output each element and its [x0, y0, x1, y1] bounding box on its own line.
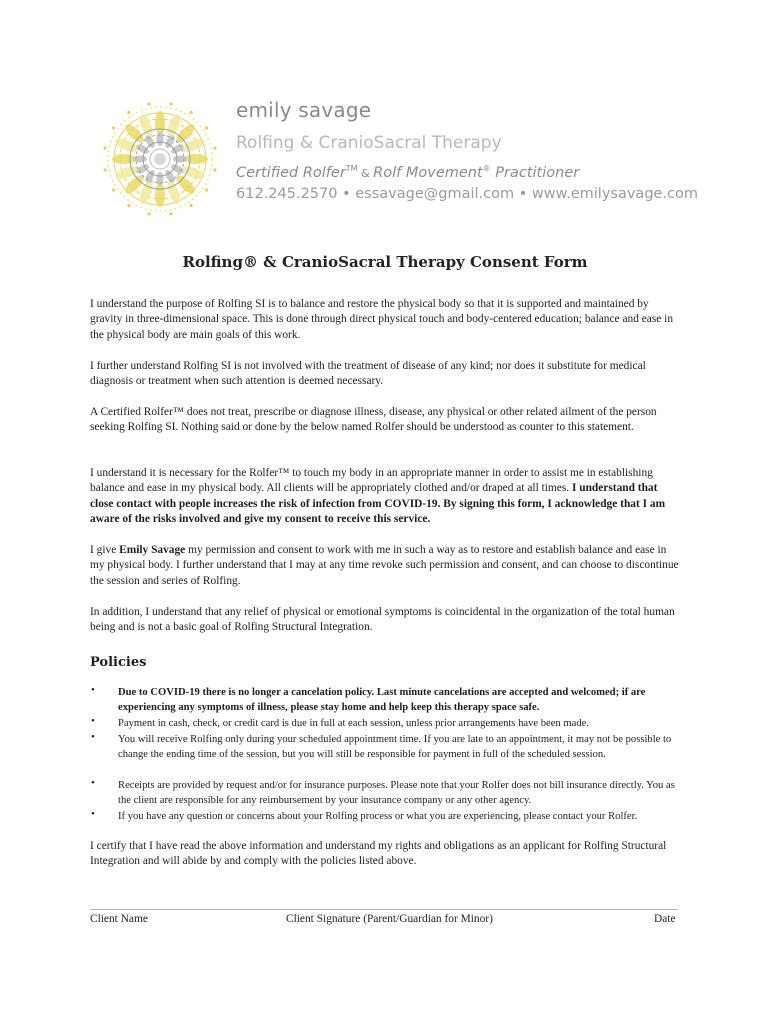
policy-item: Due to COVID-19 there is no longer a cancelation policy. Last minute cancelations are accepted and welcomed; if are experiencing any symptoms of illness, please stay home and help keep this therapy space safe. — [118, 687, 646, 714]
mandala-dot — [213, 168, 217, 172]
mandala-dot — [213, 146, 217, 150]
mandala-inner-petal — [157, 172, 164, 186]
bullet-5: • — [91, 808, 95, 820]
client-name-label: Client Name — [90, 913, 148, 925]
mandala-dot — [111, 188, 115, 192]
mandala-dot — [169, 102, 173, 106]
mandala-petal — [184, 154, 208, 164]
policies-heading: Policies — [90, 655, 147, 670]
client-signature-label: Client Signature (Parent/Guardian for Minor) — [286, 913, 493, 925]
mandala-dot — [147, 212, 151, 216]
certification-statement: I certify that I have read the above information and understand my rights and obligations as an applicant for Rolfing Structural Integration and will abide by and comply with the policies listed above. — [90, 840, 667, 868]
paragraph-relief: In addition, I understand that any relief of physical or emotional symptoms is coincidental in the organization of the total human being and is not a basic goal of Rolfing Structural Integration. — [90, 606, 675, 634]
paragraph-not-medical: I further understand Rolfing SI is not involved with the treatment of disease of any kind; nor does it substitute for medical diagnosis or treatment when such attention is deemed necessary. — [90, 360, 646, 388]
signature-line[interactable] — [90, 909, 678, 910]
mandala-dot — [169, 212, 173, 216]
mandala-dot — [127, 110, 131, 114]
mandala-dot — [103, 146, 107, 150]
mandala-dot — [111, 126, 115, 130]
brand-certification: Certified Rolfer™ & Rolf Movement® Practitioner — [236, 164, 580, 181]
paragraph-permission: I give Emily Savage my permission and consent to work with me in such a way as to restore and establish balance and ease in my physical body. I further understand that I may at any time revoke such permission and consent, and can choose to discontinue the session and series of Rolfing. — [90, 544, 679, 587]
bullet-1: • — [91, 684, 95, 696]
mandala-inner-petal — [157, 132, 164, 146]
mandala-petal — [155, 111, 165, 135]
mandala-petal — [155, 183, 165, 207]
mandala-dot — [189, 203, 193, 207]
paragraph-purpose: I understand the purpose of Rolfing SI is to balance and restore the physical body so that it is supported and maintained by gravity in three-dimensional space. This is done through direct physical touch and body-centered education; balance and ease in the physical body are main goals of this work. — [90, 298, 674, 341]
mandala-dot — [103, 168, 107, 172]
mandala-dot — [204, 126, 208, 130]
paragraph-touch-consent: I understand it is necessary for the Rolfer™ to touch my body in an appropriate manner in order to assist me in establishing balance and ease in my physical body. All clients will be appropriately clothed and/or draped at all times. I understand that close contact with people increases the risk of infection from COVID-19. By signing this form, I acknowledge that I am aware of the risks involved and give my consent to receive this service. — [90, 467, 666, 526]
mandala-dot — [147, 102, 151, 106]
policy-item: Payment in cash, check, or credit card is due in full at each session, unless prior arrangements have been made. — [118, 718, 589, 729]
mandala-dot — [189, 110, 193, 114]
paragraph-no-diagnosis: A Certified Rolfer™ does not treat, prescribe or diagnose illness, disease, any physical or other related ailment of the person seeking Rolfing SI. Nothing said or done by the below named Rolfer should be understood as counter to this statement. — [90, 406, 657, 434]
mandala-inner-petal — [133, 156, 147, 163]
mandala-inner-petal — [173, 156, 187, 163]
policy-item: If you have any question or concerns about your Rolfing process or what you are experiencing, please contact your Rolfer. — [118, 811, 638, 822]
mandala-center — [154, 153, 166, 165]
brand-contact: 612.245.2570 • essavage@gmail.com • www.emilysavage.com — [236, 186, 699, 202]
mandala-petal — [112, 154, 136, 164]
mandala-dot — [204, 188, 208, 192]
brand-name: emily savage — [236, 98, 372, 122]
mandala-dot — [127, 203, 131, 207]
form-title: Rolfing® & CranioSacral Therapy Consent Form — [182, 253, 588, 271]
policy-item: You will receive Rolfing only during your scheduled appointment time. If you are late to an appointment, it may not be possible to change the ending time of the session, but you will still be responsible for payment in full of the scheduled session. — [118, 734, 672, 761]
bullet-2: • — [91, 715, 95, 727]
date-label: Date — [654, 913, 676, 925]
policy-item: Receipts are provided by request and/or for insurance purposes. Please note that your Rolfer does not bill insurance directly. You as the client are responsible for any reimbursement by your insurance company or any other agency. — [118, 780, 675, 807]
bullet-3: • — [91, 731, 95, 743]
bullet-4: • — [91, 777, 95, 789]
mandala-logo — [100, 96, 220, 222]
brand-subtitle: Rolfing & CranioSacral Therapy — [236, 133, 502, 153]
